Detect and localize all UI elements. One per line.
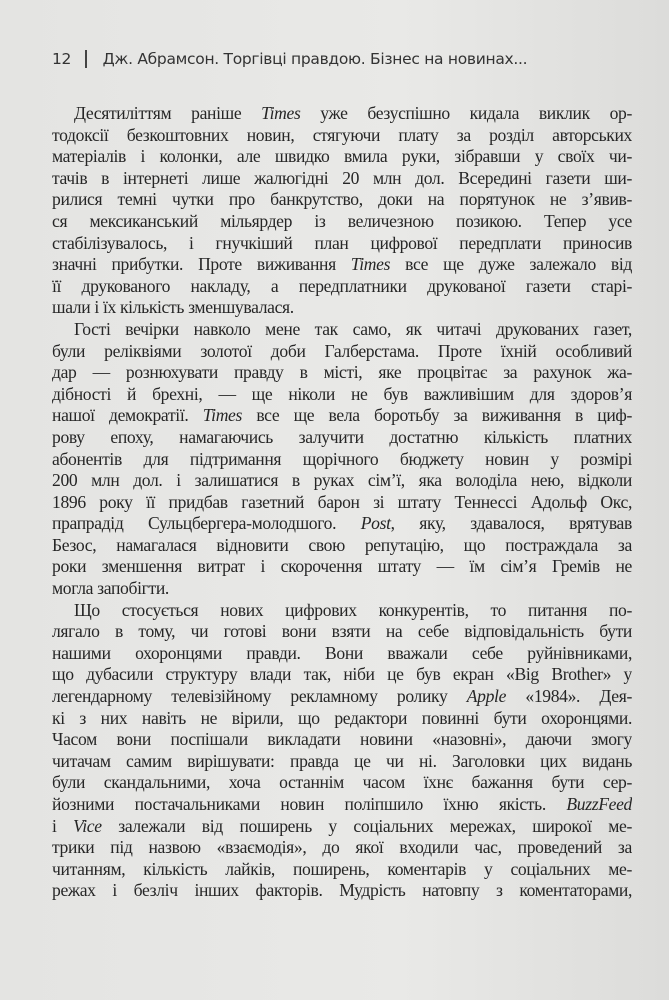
text-line: [52, 816, 632, 838]
text-line: [52, 859, 632, 881]
italic-title: Apple: [466, 686, 507, 707]
text-segment: Гості вечірки навколо мене так само, як читачі друкованих газет,: [74, 318, 632, 339]
text-line: [52, 600, 632, 622]
text-segment: Десятиліттям раніше: [74, 103, 262, 123]
text-line: [52, 729, 632, 751]
paragraph: [52, 600, 632, 902]
italic-title: Times: [350, 254, 391, 275]
text-line: [52, 535, 632, 557]
text-segment: були реліквіями золотої доби Галберстама. Проте їхній особливий: [52, 340, 632, 361]
text-segment: роки зменшення витрат і скорочення штату — їм сім’я Гремів не: [52, 556, 632, 577]
text-line: [52, 578, 632, 600]
text-segment: все ще вела боротьбу за виживання в циф-: [242, 405, 632, 426]
text-segment: «1984». Дея-: [506, 686, 632, 707]
running-header: [52, 50, 527, 68]
text-line: [52, 384, 632, 406]
text-line: [52, 449, 632, 471]
text-line: [52, 880, 632, 902]
text-segment: Що стосується нових цифрових конкурентів, то питання по-: [74, 599, 632, 620]
text-segment: нашої демократії.: [52, 405, 203, 426]
text-segment: і: [52, 815, 74, 836]
text-segment: дібності й брехні, — ще ніколи не був важливішим для здоров’я: [52, 383, 632, 404]
text-segment: режах і безліч інших факторів. Мудрість натовпу з коментаторами,: [52, 880, 632, 901]
text-line: [52, 708, 632, 730]
text-segment: читачам самим вирішувати: правда це чи ні. Заголовки цих видань: [52, 750, 632, 771]
text-line: [52, 470, 632, 492]
text-segment: ся мексиканський мільярдер із величезною позикою. Тепер усе: [52, 210, 632, 231]
text-line: [52, 103, 632, 125]
text-segment: рову епоху, намагаючись залучити достатню кількість платних: [52, 426, 632, 447]
text-segment: трики під назвою «взаємодія», до якої входили час, проведений за: [52, 837, 632, 858]
italic-title: Vice: [73, 815, 102, 836]
italic-title: Times: [202, 405, 243, 426]
text-segment: лягало в тому, чи готові вони взяти на себе відповідальність бути: [52, 621, 632, 642]
text-segment: прапрадід Сульцбергера-молодшого.: [52, 513, 361, 534]
text-segment: шали і їх кількість зменшувалася.: [52, 297, 294, 318]
text-segment: абонентів для підтримання щорічного бюджету новин у розмірі: [52, 448, 632, 469]
paragraph: [52, 103, 632, 319]
text-segment: стабілізувалось, і гнучкіший план цифрової передплати приносив: [52, 232, 632, 253]
text-line: [52, 794, 632, 816]
text-segment: кі з них навіть не вірили, що редактори повинні бути охоронцями.: [52, 707, 632, 728]
text-segment: 200 млн дол. і залишатися в руках сім’ї, яка володіла нею, відколи: [52, 470, 632, 491]
text-line: [52, 427, 632, 449]
text-line: [52, 276, 632, 298]
italic-title: Post: [360, 513, 391, 534]
text-segment: були скандальними, хоча останнім часом їхнє бажання бути сер-: [52, 772, 632, 793]
text-line: [52, 492, 632, 514]
text-line: [52, 621, 632, 643]
text-segment: залежали від поширень у соціальних мережах, широкої ме-: [101, 815, 632, 836]
text-segment: легендарному телевізійному рекламному ролику: [52, 686, 467, 707]
text-line: [52, 297, 632, 319]
text-line: [52, 362, 632, 384]
text-line: [52, 189, 632, 211]
text-segment: 1896 року її придбав газетний барон зі штату Теннессі Адольф Окс,: [52, 491, 632, 512]
text-segment: уже безуспішно кидала виклик ор-: [300, 103, 632, 123]
text-line: [52, 319, 632, 341]
text-segment: рилися темні чутки про банкрутство, доки на порятунок не з’явив-: [52, 189, 632, 210]
text-line: [52, 341, 632, 363]
text-line: [52, 405, 632, 427]
text-line: [52, 751, 632, 773]
text-line: [52, 233, 632, 255]
italic-title: Times: [261, 103, 301, 123]
text-segment: могла запобігти.: [52, 578, 169, 599]
text-line: [52, 513, 632, 535]
text-segment: йозними постачальниками новин поліпшило їхню якість.: [52, 794, 567, 814]
text-segment: Часом вони поспішали викладати новини «назовні», даючи змогу: [52, 729, 632, 750]
page-body-text: [52, 103, 632, 902]
header-divider: [85, 50, 87, 68]
text-segment: що дубасили структуру влади так, ніби це був екран «Big Brother» у: [52, 664, 632, 685]
page-number: 12: [52, 50, 72, 68]
text-line: [52, 254, 632, 276]
text-line: [52, 211, 632, 233]
text-segment: , яку, здавалося, врятував: [390, 513, 632, 534]
text-line: [52, 643, 632, 665]
text-segment: матеріалів і колонки, але швидко вмила руки, зібравши у своїх чи-: [52, 146, 632, 167]
text-segment: Безос, намагалася відновити свою репутацію, що постраждала за: [52, 534, 632, 555]
text-line: [52, 556, 632, 578]
text-line: [52, 146, 632, 168]
text-segment: читанням, кількість лайків, поширень, коментарів у соціальних ме-: [52, 858, 632, 879]
text-line: [52, 168, 632, 190]
text-line: [52, 125, 632, 147]
text-line: [52, 686, 632, 708]
text-line: [52, 664, 632, 686]
text-segment: дар — рознюхувати правду в місті, яке процвітає за рахунок жа-: [52, 362, 632, 383]
text-segment: все ще дуже залежало від: [390, 254, 632, 275]
running-title: Дж. Абрамсон. Торгівці правдою. Бізнес на новинах...: [102, 50, 528, 68]
text-segment: значні прибутки. Проте виживання: [52, 254, 351, 275]
italic-title: BuzzFeed: [566, 794, 632, 814]
paragraph: [52, 319, 632, 600]
text-segment: її друкованого накладу, а передплатники друкованої газети старі-: [52, 275, 632, 296]
text-segment: нашими охоронцями правди. Вони вважали себе руйнівниками,: [52, 642, 632, 663]
text-segment: тачів в інтернеті лише жалюгідні 20 млн дол. Всередині газети ши-: [52, 167, 632, 188]
text-line: [52, 837, 632, 859]
text-line: [52, 772, 632, 794]
text-segment: тодоксії безкоштовних новин, стягуючи плату за розділ авторських: [52, 124, 632, 145]
